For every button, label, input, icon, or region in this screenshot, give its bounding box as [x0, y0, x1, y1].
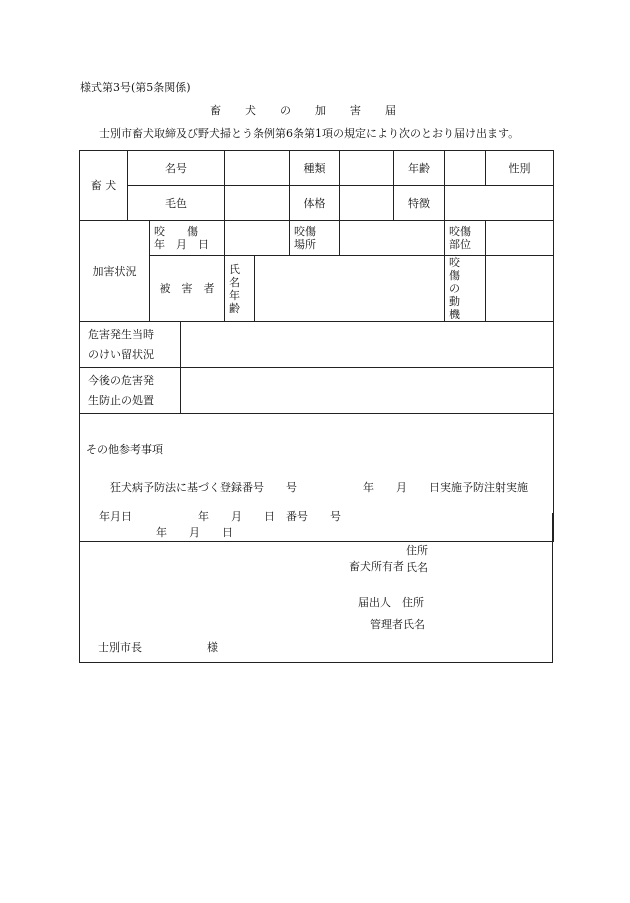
- owner-block: [349, 544, 428, 575]
- victim-field[interactable]: [255, 256, 445, 322]
- bite-date-label-line2: 年 月 日: [154, 238, 209, 251]
- harm-row-1: [80, 221, 554, 256]
- prevention-label-line2: 生防止の処置: [88, 393, 154, 407]
- mayor-addressee: [98, 639, 218, 655]
- bite-date-label-line1: 咬 傷: [154, 225, 198, 238]
- bite-place-label: [290, 221, 340, 256]
- dog-row-2: [80, 186, 554, 221]
- name-age-label-line2: 年齢: [229, 288, 241, 315]
- prevention-label-line1: 今後の危害発: [88, 373, 154, 387]
- incident-form-table: [79, 150, 554, 542]
- prevention-row: [80, 368, 554, 414]
- mayor-label: 士別市長: [98, 641, 142, 654]
- name-age-label-line1: 氏名: [229, 262, 241, 289]
- bite-place-label-line1: 咬傷: [294, 225, 317, 238]
- harm-label: 加害状況: [80, 221, 150, 322]
- victim-label: 被 害 者: [150, 256, 225, 322]
- bite-part-label-line1: 咬傷: [449, 225, 472, 238]
- sex-label: 性別: [486, 151, 554, 186]
- bite-part-label-line2: 部位: [449, 238, 472, 251]
- remarks-heading: その他参考事項: [86, 443, 163, 456]
- notifier-address: 届出人 住所: [358, 596, 424, 609]
- age-label: 年齢: [394, 151, 445, 186]
- bite-date-field[interactable]: [225, 221, 290, 256]
- manager-name: 管理者氏名: [370, 618, 425, 631]
- prevention-field[interactable]: [181, 368, 554, 414]
- bite-date-label: [150, 221, 225, 256]
- owner-name-label: 氏名: [406, 561, 428, 574]
- detention-label: [80, 322, 181, 368]
- motive-label: [445, 256, 494, 322]
- submission-date: 年 月 日: [156, 526, 233, 539]
- page-title: 畜犬の加害届: [210, 104, 420, 117]
- detention-label-line2: のけい留状況: [88, 347, 154, 361]
- form-number: 様式第3号(第5条関係): [80, 81, 191, 94]
- age-field[interactable]: [445, 151, 486, 186]
- dog-row-1: [80, 151, 554, 186]
- detention-label-line1: 危害発生当時: [88, 327, 154, 341]
- features-label: 特徴: [394, 186, 445, 221]
- features-field[interactable]: [445, 186, 554, 221]
- harm-row-2: [80, 256, 554, 322]
- dog-label: 畜 犬: [80, 151, 128, 221]
- remarks-registration-line: 狂犬病予防法に基づく登録番号 号 年 月 日実施予防注射実施: [110, 481, 528, 494]
- breed-label: 種類: [290, 151, 340, 186]
- build-field[interactable]: [340, 186, 394, 221]
- detention-field[interactable]: [181, 322, 554, 368]
- bite-place-field[interactable]: [340, 221, 445, 256]
- name-field[interactable]: [225, 151, 290, 186]
- bite-place-label-line2: 場所: [294, 238, 317, 251]
- motive-field[interactable]: [486, 256, 554, 322]
- coat-field[interactable]: [225, 186, 290, 221]
- name-label: 名号: [128, 151, 225, 186]
- bite-part-field[interactable]: [486, 221, 554, 256]
- breed-field[interactable]: [340, 151, 394, 186]
- owner-label: 畜犬所有者: [349, 560, 404, 573]
- owner-address-label: 住所: [406, 544, 428, 557]
- honorific: 様: [207, 641, 218, 654]
- motive-label-line2: 動 機: [449, 295, 494, 321]
- build-label: 体格: [290, 186, 340, 221]
- name-age-label: [225, 256, 255, 322]
- intro-text: 士別市畜犬取締及び野犬掃とう条例第6条第1項の規定により次のとおり届け出ます。: [99, 127, 520, 140]
- bite-part-label: [445, 221, 486, 256]
- motive-label-line1: 咬 傷 の: [449, 256, 472, 295]
- detention-row: [80, 322, 554, 368]
- remarks-date-line: 年月日 年 月 日 番号 号: [99, 510, 341, 523]
- signature-section: [79, 513, 553, 663]
- prevention-label: [80, 368, 181, 414]
- coat-label: 毛色: [128, 186, 225, 221]
